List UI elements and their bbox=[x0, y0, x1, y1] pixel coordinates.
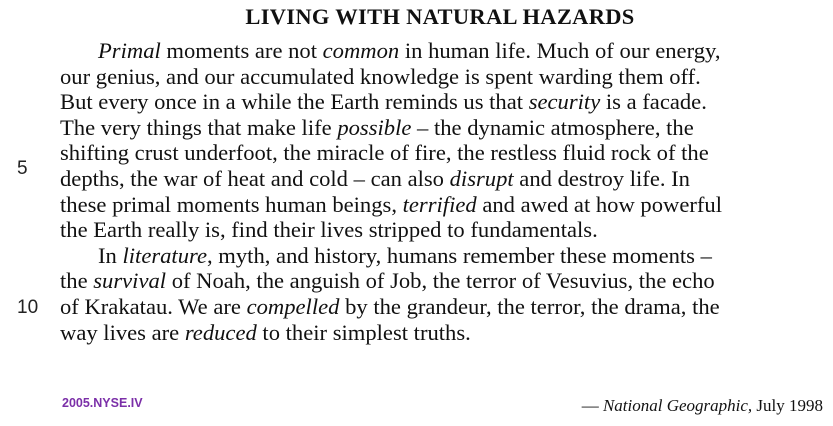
passage-line bbox=[60, 166, 830, 192]
italic-word: disrupt bbox=[449, 165, 514, 191]
text-segment: the bbox=[60, 268, 94, 294]
passage-line bbox=[60, 89, 830, 115]
italic-word: possible bbox=[337, 114, 412, 140]
text-segment: The very things that make life bbox=[60, 114, 338, 140]
text-segment: by the grandeur, the terror, the drama, the bbox=[339, 293, 720, 319]
text-segment: is a facade. bbox=[600, 89, 707, 115]
text-segment: , myth, and history, humans remember these moments – bbox=[207, 242, 712, 268]
italic-word: security bbox=[528, 89, 601, 115]
text-segment: – the dynamic atmosphere, the bbox=[411, 114, 694, 140]
citation bbox=[582, 396, 823, 416]
passage-line bbox=[60, 243, 830, 269]
passage-title: LIVING WITH NATURAL HAZARDS bbox=[245, 4, 635, 29]
italic-word: Primal bbox=[98, 38, 161, 63]
italic-word: terrified bbox=[402, 191, 477, 217]
italic-word: common bbox=[322, 38, 400, 63]
passage-line bbox=[60, 192, 830, 218]
text-segment: way lives are bbox=[60, 319, 185, 345]
text-segment: our genius, and our accumulated knowledge is spent warding them off. bbox=[60, 63, 701, 89]
passage-line bbox=[60, 320, 830, 346]
passage-line bbox=[60, 38, 830, 64]
source-code-label: 2005.NYSE.IV bbox=[62, 396, 143, 410]
text-segment: to their simplest truths. bbox=[256, 319, 471, 345]
citation-source: National Geographic, bbox=[602, 396, 753, 415]
text-segment: the Earth really is, find their lives stripped to fundamentals. bbox=[60, 217, 598, 243]
italic-word: survival bbox=[93, 268, 167, 294]
text-segment: In bbox=[98, 242, 123, 268]
passage-line bbox=[60, 115, 830, 141]
text-segment: But every once in a while the Earth reminds us that bbox=[60, 89, 529, 115]
text-segment: and destroy life. In bbox=[513, 165, 690, 191]
text-segment: these primal moments human beings, bbox=[60, 191, 403, 217]
passage-body bbox=[60, 38, 830, 345]
passage-line bbox=[60, 268, 830, 294]
text-segment: depths, the war of heat and cold – can also bbox=[60, 165, 450, 191]
passage-line bbox=[60, 64, 830, 90]
text-segment: shifting crust underfoot, the miracle of fire, the restless fluid rock of the bbox=[60, 140, 709, 166]
line-number-5: 5 bbox=[17, 158, 28, 179]
citation-dash: — bbox=[581, 396, 603, 415]
italic-word: reduced bbox=[184, 319, 257, 345]
text-segment: in human life. Much of our energy, bbox=[399, 38, 721, 63]
text-segment: and awed at how powerful bbox=[476, 191, 722, 217]
citation-date: July 1998 bbox=[752, 396, 823, 415]
italic-word: literature bbox=[122, 242, 207, 268]
text-segment: moments are not bbox=[160, 38, 323, 63]
text-segment: of Noah, the anguish of Job, the terror of Vesuvius, the echo bbox=[166, 268, 715, 294]
italic-word: compelled bbox=[246, 293, 340, 319]
text-segment: of Krakatau. We are bbox=[60, 293, 247, 319]
passage-line bbox=[60, 294, 830, 320]
line-number-10: 10 bbox=[17, 297, 39, 318]
passage-line bbox=[60, 140, 830, 166]
passage-line bbox=[60, 217, 830, 243]
